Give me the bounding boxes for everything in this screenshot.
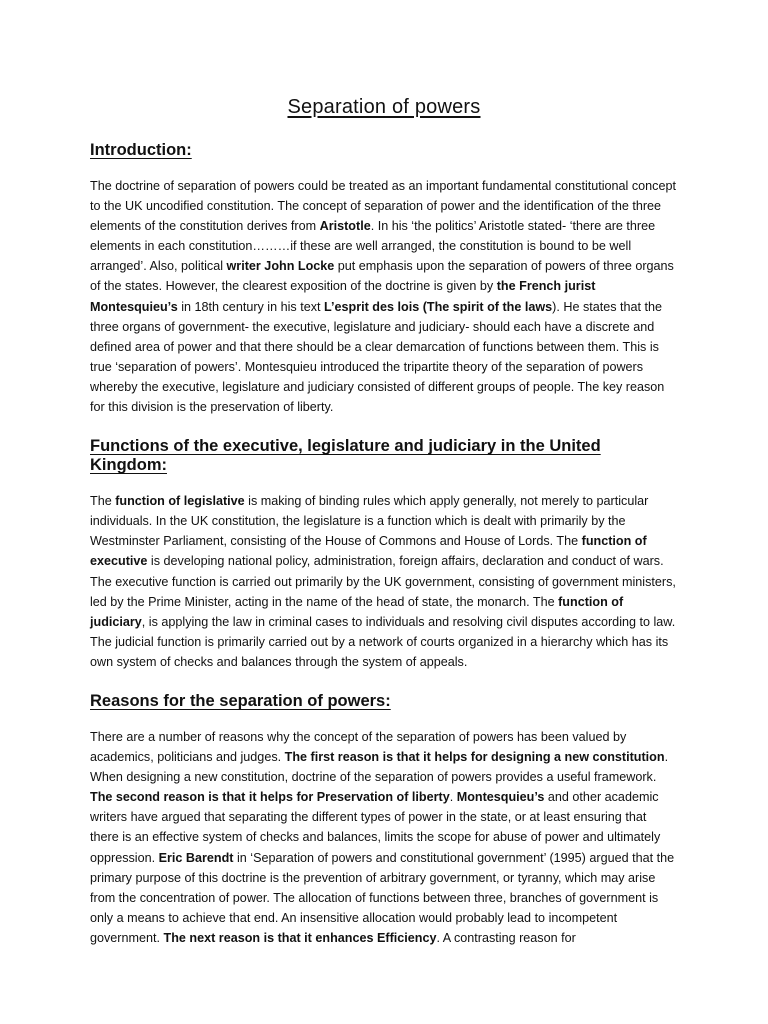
section-heading-reasons: Reasons for the separation of powers: xyxy=(90,691,391,710)
bold-text: Eric Barendt xyxy=(158,850,234,865)
bold-text: the French jurist Montesquieu’s xyxy=(90,279,596,314)
bold-text: Aristotle xyxy=(319,219,371,234)
bold-text: The next reason is that it enhances Efficiency xyxy=(163,930,437,945)
section-heading-functions: Functions of the executive, legislature and judiciary in the United Kingdom: xyxy=(90,437,601,475)
bold-text: function of judiciary xyxy=(90,594,624,629)
bold-text: function of executive xyxy=(90,534,647,569)
bold-text: writer John Locke xyxy=(226,259,335,274)
section-paragraph-functions: The function of legislative is making of binding rules which apply generally, not merely to particular individuals. In the UK constitution, the legislature is a function which is dealt with primarily by the Westminster Parliament, consisting of the House of Commons and House of Lords. The function of executive is developing national policy, administration, foreign affairs, declaration and conduct of wars. The executive function is carried out primarily by the UK government, consisting of government ministers, led by the Prime Minister, acting in the name of the head of state, the monarch. The function of judiciary, is applying the law in criminal cases to individuals and resolving civil disputes according to law. The judicial function is primarily carried out by a network of courts organized in a hierarchy which has its own system of checks and balances through the system of appeals. xyxy=(90,494,676,669)
section-heading-introduction: Introduction: xyxy=(90,141,192,159)
document-title: Separation of powers xyxy=(287,96,481,118)
bold-text: function of legislative xyxy=(115,494,245,509)
bold-text: The second reason is that it helps for Preservation of liberty xyxy=(90,790,450,805)
bold-text: Montesquieu’s xyxy=(456,790,545,805)
bold-text: L’esprit des lois (The spirit of the laws xyxy=(324,299,553,314)
section-paragraph-introduction: The doctrine of separation of powers could be treated as an important fundamental constitutional concept to the UK uncodified constitution. The concept of separation of power and the identification of the three elements of the constitution derives from Aristotle. In his ‘the politics’ Aristotle stated- ‘there are three elements in each constitution………if these are well arranged, the constitution is bound to be well arranged’. Also, political writer John Locke put emphasis upon the separation of powers of three organs of the states. However, the clearest exposition of the doctrine is given by the French jurist Montesquieu’s in 18th century in his text L’esprit des lois (The spirit of the laws). He states that the three organs of government- the executive, legislature and judiciary- should each have a discrete and defined area of power and that there should be a clear demarcation of functions between them. This is true ‘separation of powers’. Montesquieu introduced the tripartite theory of the separation of powers whereby the executive, legislature and judiciary consisted of different groups of people. The key reason for this division is the preservation of liberty. xyxy=(90,179,676,415)
bold-text: The first reason is that it helps for designing a new constitution xyxy=(284,750,665,765)
section-paragraph-reasons: There are a number of reasons why the concept of the separation of powers has been valued by academics, politicians and judges. The first reason is that it helps for designing a new constitution. When designing a new constitution, doctrine of the separation of powers provides a useful framework. The second reason is that it helps for Preservation of liberty. Montesquieu’s and other academic writers have argued that separating the different types of power in the state, or at least ensuring that there is an effective system of checks and balances, limits the scope for abuse of power and ultimately oppression. Eric Barendt in ‘Separation of powers and constitutional government’ (1995) argued that the primary purpose of this doctrine is the prevention of arbitrary government, or tyranny, which may arise from the concentration of power. The allocation of functions between three, branches of government is only a means to achieve that end. An insensitive allocation would probably lead to incompetent government. The next reason is that it enhances Efficiency. A contrasting reason for xyxy=(90,729,675,945)
